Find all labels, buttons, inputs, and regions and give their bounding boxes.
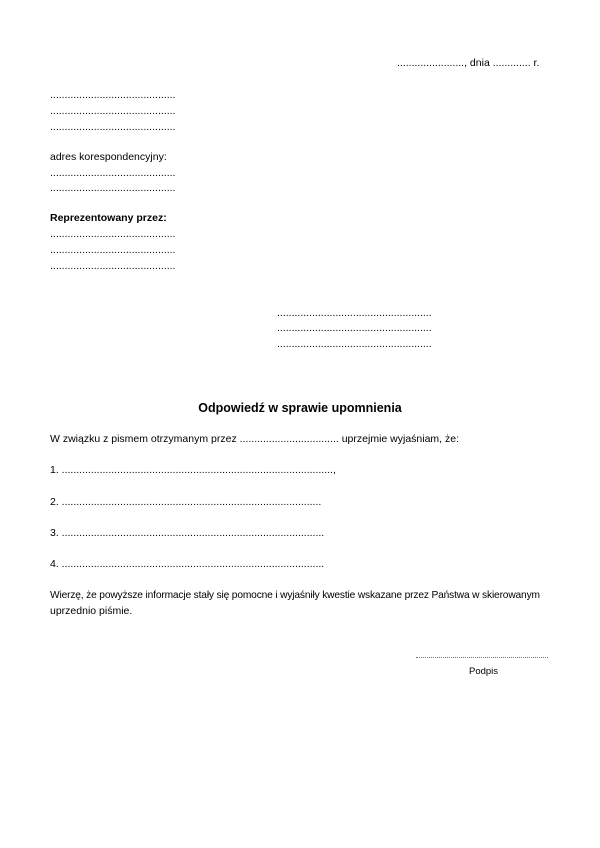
representative-label: Reprezentowany przez: (50, 212, 167, 224)
recipient-line-2: ..................................................... (277, 322, 432, 334)
closing-line-1: Wierzę, że powyższe informacje stały się pomocne i wyjaśniły kwestie wskazane przez Państwa w skierowanym (50, 590, 540, 601)
document-title: Odpowiedź w sprawie upomnienia (198, 401, 402, 415)
recipient-line-3: ..................................................... (277, 338, 432, 350)
closing-line-2: uprzednio piśmie. (50, 605, 133, 617)
correspondence-line-2: ........................................... (50, 182, 176, 194)
correspondence-line-1: ........................................... (50, 167, 176, 179)
point-2: 2. ......................................................................................... (50, 496, 322, 508)
point-4: 4. .......................................................................................... (50, 558, 325, 570)
sender-line-2: ........................................... (50, 105, 176, 117)
intro-paragraph: W związku z pismem otrzymanym przez .................................. uprzejmie wyjaśniam, że: (50, 433, 460, 445)
date-line: ......................., dnia ............. r. (397, 57, 540, 69)
signature-label: Podpis (469, 666, 499, 677)
point-3: 3. .......................................................................................... (50, 527, 325, 539)
representative-line-2: ........................................... (50, 244, 176, 256)
correspondence-label: adres korespondencyjny: (50, 151, 167, 163)
representative-line-1: ........................................... (50, 228, 176, 240)
sender-line-3: ........................................... (50, 121, 176, 133)
signature-line (416, 657, 548, 658)
recipient-line-1: ..................................................... (277, 307, 432, 319)
representative-line-3: ........................................... (50, 260, 176, 272)
sender-line-1: ........................................... (50, 89, 176, 101)
point-1: 1. ............................................................................................., (50, 464, 336, 476)
